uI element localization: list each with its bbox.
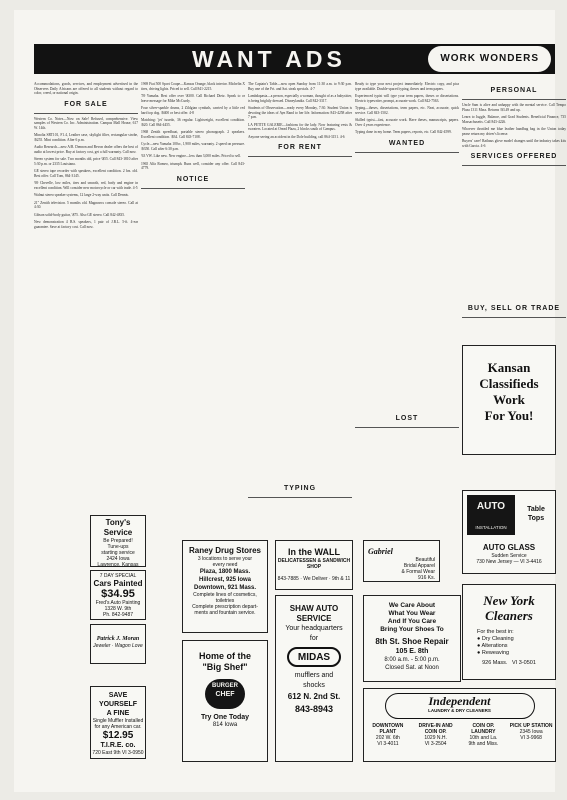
ad-text: Stereo system for sale. Two months old, price \$55. Call 843-1810 after 5:30 p.m. or 2335 Louisiana.	[34, 157, 138, 166]
save-head1: SAVE YOURSELF	[98, 692, 138, 708]
auto-glass-logo	[467, 495, 515, 535]
shaw-l4: for	[309, 635, 319, 642]
tonys-address: 2424 Iowa	[106, 556, 130, 562]
cleaners-intro: For the best in:	[477, 629, 514, 635]
ad-text: '69 Chevelle, low miles, tires and smooth, red, body and engine in excellent condition. Will consider new motorcycle or car with trade. 4-5	[34, 181, 138, 190]
save-yourself-ad	[90, 686, 146, 759]
midas-logo: MIDAS	[287, 647, 341, 667]
shaw-addr: 612 N. 2nd St.	[287, 692, 341, 701]
kansan-l4: For You!	[484, 408, 534, 423]
ad-text: Typing done in my home. Term papers, reports, etc. Call 842-4599.	[355, 130, 452, 134]
section-personal: PERSONAL	[490, 87, 538, 94]
bullet-icon: ●	[477, 636, 482, 642]
save-sub1: Single Muffler Installed	[92, 718, 144, 724]
cleaners-i2: Alterations	[481, 643, 508, 649]
ad-text: Uncle Sam is alive and unhappy with the mental service. Call Tempo Plaza 1311 Mass. Returns \$3.49 and up.	[462, 103, 566, 112]
shaw-auto-ad	[275, 595, 353, 762]
cars-painted-ad	[90, 570, 146, 620]
save-addr: 720 East 9th	[92, 750, 121, 756]
ad-text: The Captain's Table—now open Sunday from 11:30 a.m. to 9:30 p.m. Buy one of the Fri. and Sat. steak specials. 4-7	[248, 82, 352, 91]
bullet-icon: ●	[477, 643, 482, 649]
column-1	[34, 82, 138, 232]
glass-sub: Sudden Service	[491, 553, 527, 559]
raney-line6: ments and fountain service.	[194, 610, 256, 616]
tonys-service: Service	[103, 528, 133, 537]
ad-text: Walnut stereo speaker systems, 12 large 2-way units. Call Dennis.	[34, 193, 129, 197]
cars-sub: Fred's Auto Painting	[95, 600, 141, 606]
save-head2: A FINE	[106, 710, 130, 717]
want-ads-header	[34, 44, 555, 74]
shoe-addr: 105 E. 8th	[395, 648, 429, 655]
ad-text: 1965 Alfa Romeo, triumph. Runs well, consider any offer. Call 843-4779.	[141, 161, 245, 170]
lost-heading-wrap	[355, 410, 459, 431]
patrick-moran-ad	[90, 624, 146, 664]
independent-branches	[364, 723, 555, 747]
big-shef-ad	[182, 640, 268, 762]
shaw-phone: 843-8943	[294, 704, 334, 714]
table-tops-label	[519, 505, 553, 523]
ad-text: 21" Zenith television. 5 months old. Magnavox console stereo. Call at 4:30.	[34, 200, 138, 209]
branch3-phone: 9th and Miss.	[468, 741, 499, 747]
section-for-sale: FOR SALE	[64, 100, 108, 108]
glass-name: AUTO GLASS	[482, 543, 536, 552]
section-wanted: WANTED	[388, 139, 426, 147]
deli-sub: DELICATESSEN & SANDWICH SHOP	[277, 558, 351, 570]
raney-line1: 3 locations to serve your	[197, 556, 253, 562]
tonys-line2: Tune-ups	[107, 544, 129, 550]
branch1-phone: VI 3-4011	[377, 741, 399, 747]
ad-text: '63 VW. Like new. New engine—less than 3,000 miles. Priced to sell.	[141, 154, 242, 158]
shoe-repair-ad	[363, 595, 461, 682]
cleaners-i3: Reweaving	[481, 650, 510, 656]
branch1-name: DOWNTOWN PLANT	[372, 723, 404, 735]
branch3-addr: 10th and La.	[469, 735, 498, 741]
new-york-cleaners-ad	[462, 584, 556, 680]
bigshef-tag: Try One Today	[200, 714, 250, 721]
ad-text: LA PETITE GALERIE—fashions for the lady. Now featuring vests & sweaters. Located at Oread Plaza, 2 blocks south of Campus.	[248, 122, 352, 131]
shoe-l3: And If You Care	[387, 618, 437, 625]
branch4-addr: 2345 Iowa	[519, 729, 543, 735]
raney-drug-ad	[182, 540, 268, 633]
bridal-addr: 916 Ks.	[418, 575, 435, 581]
deli-phone: 843-7885 · We Deliver · 9th & 11	[277, 576, 351, 582]
tonys-city: Lawrence, Kansas	[97, 562, 139, 567]
shoe-hours: 8:00 a.m. - 5:00 p.m.	[384, 657, 440, 663]
column-2	[141, 82, 245, 192]
ad-text: Typing—theses, dissertations, term papers, etc. Neat, accurate, quick service. Call 843-1502.	[355, 106, 459, 115]
shaw-l2: SERVICE	[296, 614, 332, 623]
save-sub2: for any American car.	[94, 724, 142, 730]
ad-text: Lambdapasta—a person, especially a woman, thought of as a babysitter, is being brightly dressed. Disneylandia. Call 842-3317.	[248, 94, 352, 103]
bridal-shop: Gabriel	[368, 547, 393, 556]
shoe-l1: We Care About	[388, 602, 436, 609]
glass-top: AUTO	[476, 501, 506, 512]
raney-line3: Complete lines of cosmetics,	[193, 592, 257, 598]
ad-text: Learn to Juggle, Balance, and Grad Students. Beneficial Finance, 735 Massachusetts. Call 843-4226.	[462, 115, 566, 124]
kansan-l2: Classifieds	[479, 376, 539, 391]
section-services-offered: SERVICES OFFERED	[470, 153, 558, 160]
shaw-l5: mufflers and	[294, 672, 334, 679]
shoe-l2: What You Wear	[388, 610, 436, 617]
save-store: T.I.R.E. co.	[100, 742, 136, 749]
column-4	[355, 82, 459, 156]
section-typing: TYPING	[283, 485, 317, 492]
branch-pickup	[509, 723, 553, 747]
branch3-name: COIN OP. LAUNDRY	[471, 723, 496, 735]
want-ads-title: WANT ADS	[34, 44, 555, 74]
kansan-classifieds-ad	[462, 345, 556, 455]
ad-text: New demonstration 4 B.S. speakers, 1 pair of J.B.L. 5-ft. 4-ear guarantee. Save at factory cost. Call now.	[34, 220, 138, 229]
ad-text: Gibson solid-body guitar, \$75. Also GE stereo. Call 842-4835.	[34, 212, 125, 217]
ad-text: '59 Yamaha. Best offer over \$300. Call Richard Dietz. Speak to or leave message for Mike McCurdy.	[141, 94, 245, 103]
raney-line5: Complete prescription depart-	[192, 604, 258, 610]
shoe-l4: Bring Your Shoes To	[380, 626, 444, 633]
ad-text: 1968 Zenith speedboat, portable stereo phonograph. 2 speakers. Excellent condition. \$34. Call 843-7108.	[141, 130, 245, 139]
cars-phone: Ph. 842-9487	[102, 612, 134, 618]
burger-chef-logo	[205, 679, 245, 709]
ad-text: Anyone seeing an accident in the Dole building, call 864-3151. 4-6	[248, 134, 345, 139]
bridal-ad	[363, 540, 440, 582]
cleaners-l1: New York	[483, 593, 535, 608]
independent-sub: LAUNDRY & DRY CLEANERS	[428, 708, 491, 713]
typing-heading-wrap	[248, 480, 352, 501]
branch-coin-op	[461, 723, 505, 747]
shaw-l6: shocks	[303, 682, 325, 689]
section-notice: NOTICE	[176, 175, 210, 183]
bigshef-addr: 814 Iowa	[212, 722, 238, 728]
branch2-phone: VI 3-2504	[424, 741, 447, 747]
branch2-name: DRIVE-IN AND COIN OP.	[418, 723, 453, 735]
section-lost: LOST	[395, 415, 419, 422]
bigshef-head2: "Big Shef"	[202, 662, 248, 672]
tonys-service-ad	[90, 515, 146, 567]
column-5	[462, 82, 566, 169]
ad-text: Whoever throttled me blue leather handbag bag in the Union today pease return my driver's license.	[462, 127, 566, 136]
kansan-l1: Kansan	[487, 360, 531, 375]
column-3	[248, 82, 352, 160]
cleaners-i1: Dry Cleaning	[481, 636, 514, 642]
independent-name: Independent	[428, 694, 491, 708]
save-price: $12.95	[102, 730, 134, 741]
cars-top: 7 DAY SPECIAL	[99, 573, 137, 579]
ad-text: Matching: 'jet' tuxedo, 36 regular. Lightweight, excellent condition. \$20. Call 864-4455.	[141, 118, 245, 127]
bullet-icon: ●	[477, 650, 482, 656]
raney-line4: toiletries	[215, 598, 235, 604]
tonys-name: Tony's	[105, 518, 131, 527]
branch-downtown	[366, 723, 410, 747]
branch1-addr: 202 W. 6th	[375, 735, 400, 741]
cleaners-addr: 926 Mass.	[482, 660, 508, 666]
cleaners-l2: Cleaners	[485, 608, 533, 623]
branch4-name: PICK UP STATION	[509, 723, 553, 729]
ad-text: Four silver-sparkle drums, 2 Zildgian cymbals, carried by a little red hard top dog. \$400 or best offer. 4-8	[141, 106, 245, 115]
bridal-l3: & Formal Wear	[401, 569, 435, 575]
glass-badge: INSTALLATION	[475, 525, 507, 530]
raney-loc1: Plaza, 1800 Mass.	[199, 569, 251, 575]
auto-glass-text	[463, 543, 555, 565]
cleaners-phone: VI 3-0501	[512, 660, 536, 666]
branch2-addr: 1029 N.H.	[424, 735, 447, 741]
work-wonders-badge: WORK WONDERS	[428, 46, 551, 72]
bridal-l2: Bridal Apparel	[403, 563, 435, 569]
independent-laundry-ad	[363, 688, 556, 762]
ad-text: Minolta SRT101, F1.4, Leather case, skylight filter, rectangular strobe, \$255. Mint condition. After 6 p.m.	[34, 133, 138, 142]
ad-text: Students of Observation—ready every Monday, 7:30. Student Union is devoting the ideas of Ayn Rand to her life. Information: 843-4258 after 7 p.m.	[248, 106, 352, 119]
section-buy-sell-trade: BUY, SELL OR TRADE	[467, 305, 561, 312]
newspaper-page	[14, 10, 566, 792]
branch4-phone: VI 3-9968	[520, 735, 542, 741]
raney-loc3: Downtown, 921 Mass.	[193, 585, 256, 591]
tonys-line3: starting service	[101, 550, 135, 556]
ad-text: Cycle—new Yamaha 100cc, 1,900 miles, warranty. 2 speed on pressure. \$350. Call after 6:30 p.m.	[141, 142, 245, 151]
cars-price: $34.95	[101, 588, 135, 600]
ad-text: Buyers' care! Rathaus glove model changes until the industry takes kits with Garcia. 4-6	[462, 139, 566, 148]
section-for-rent: FOR RENT	[278, 144, 322, 151]
ad-text: Experienced typist will type your term papers, theses or dissertations. Electric typewriter, prompt, accurate work. Call 842-7563.	[355, 94, 459, 103]
intro-text: Accommodations, goods, services, and employment advertised in the Observers Daily Africans are offered to all students without regard to color, creed, or national origin.	[34, 82, 138, 95]
auto-glass-ad	[462, 490, 556, 574]
glass-tag1: Table	[527, 506, 545, 513]
cleaners-list	[463, 629, 555, 657]
glass-addr: 730 New Jersey — VI 3-4416	[476, 559, 542, 565]
branch-drive-in	[414, 723, 458, 747]
cars-addr: 1328 W. 9th	[104, 606, 132, 612]
patrick-line1: Patrick J. Moran	[96, 636, 140, 642]
buy-sell-heading-wrap	[462, 300, 566, 321]
shaw-l3: Your headquarters	[285, 625, 343, 632]
ad-text: Ready to type your next project immediately. Electric copy, and pica type available. Double-spaced typing, theses and term papers.	[355, 82, 459, 91]
raney-line2: every need	[212, 562, 238, 568]
tonys-line1: Be Prepared!	[103, 538, 133, 544]
raney-loc2: Hillcrest, 925 Iowa	[198, 577, 252, 583]
cars-head: Cars Painted	[93, 579, 143, 588]
bigshef-logo2: CHEF	[215, 691, 235, 698]
ad-text: Western Co. Notes—Now on Sale! Refused, comprehensive. View samples of Western Co. Inc. Administration. Campus Mall House, 617 W. 14th.	[34, 116, 138, 130]
raney-title: Raney Drug Stores	[188, 546, 262, 555]
independent-banner	[385, 693, 535, 719]
ad-text: GE stereo tape recorder with speakers, excellent condition. 2 hrs. old. Best offer. Call Tom, 864-3145.	[34, 169, 138, 178]
ad-text: 1969 Fiat 500 Sport Coupe—Kansas Orange, black interior. Michelin X tires, driving lights. Priced to sell. Call 841-2215.	[141, 82, 245, 91]
save-phone: VI 3-0950	[121, 750, 144, 756]
bridal-l1: Beautiful	[415, 557, 435, 563]
patrick-line2: Jeweler · Wagon Love	[93, 643, 143, 649]
deli-name: In the WALL	[288, 547, 340, 557]
bigshef-logo1: BURGER	[211, 683, 238, 689]
shaw-l1: SHAW AUTO	[289, 604, 339, 613]
ad-text: Audio Research—new A/R. Dennon and Bevon dealer offers the best of audio at lowest price. Buy at factory cost, get a full warranty. Call now.	[34, 145, 138, 154]
glass-tag2: Tops	[527, 515, 545, 522]
shoe-name: 8th St. Shoe Repair	[375, 637, 449, 646]
bigshef-head1: Home of the	[198, 651, 251, 661]
kansan-l3: Work	[493, 392, 525, 407]
ad-text: Skilled typist—fast, accurate work. Have theses, manuscripts, papers. Over 4 years experience.	[355, 118, 459, 127]
deli-ad	[275, 540, 353, 590]
shoe-closed: Closed Sat. at Noon	[385, 665, 439, 671]
